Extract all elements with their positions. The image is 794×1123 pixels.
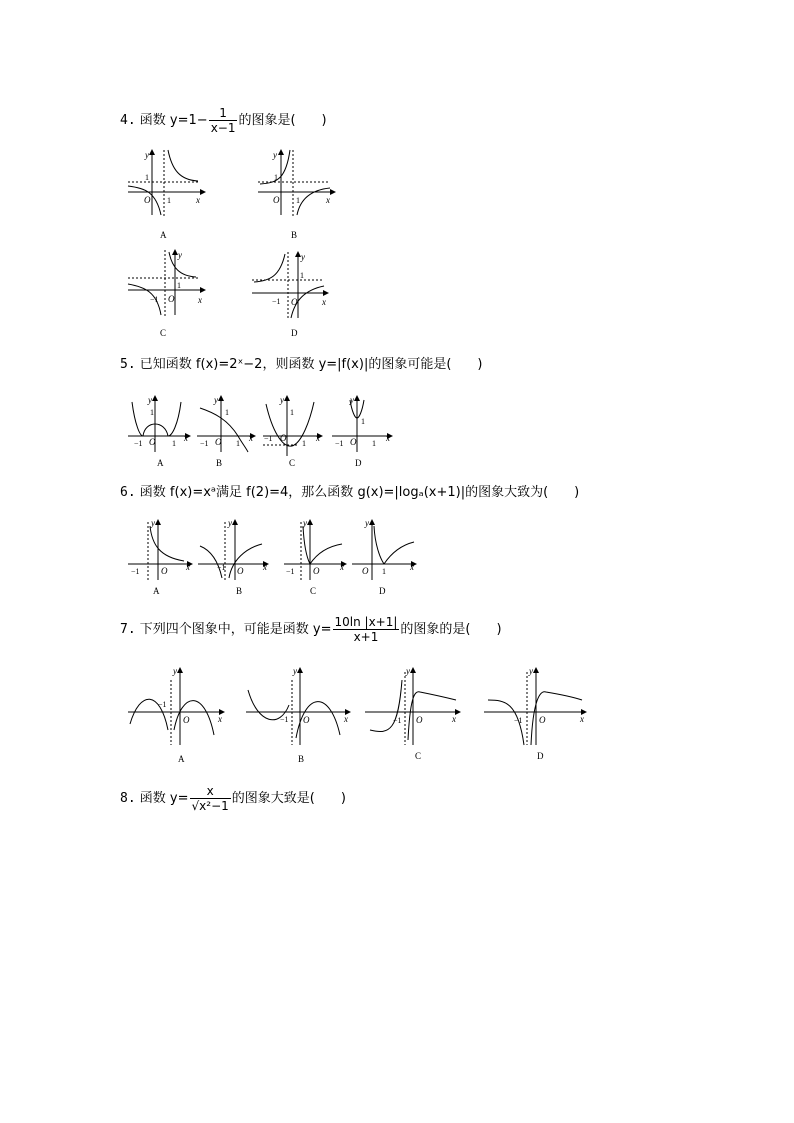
q4c-x-label: x <box>198 295 202 305</box>
q7b-caption: B <box>298 754 305 764</box>
q7b-y-label: y <box>293 666 297 676</box>
q6a-tick-neg1: −1 <box>131 567 140 576</box>
q4b-caption: B <box>291 230 298 240</box>
q7d-caption: D <box>537 751 544 761</box>
q7-post: 的图象的是( ) <box>400 622 502 637</box>
q5-number: 5. <box>120 357 136 372</box>
q4b-tick-1x: 1 <box>296 196 300 205</box>
q7c-y-label: y <box>406 666 410 676</box>
q6d-x-label: x <box>410 562 414 572</box>
q5c-x-label: x <box>316 433 320 443</box>
q6b-x-label: x <box>263 562 267 572</box>
q7a-tick-neg1: −1 <box>158 700 167 709</box>
q6b-tick-neg1: −1 <box>217 563 226 572</box>
q6b-caption: B <box>236 586 243 596</box>
q4-pre: 函数 y=1− <box>139 113 208 128</box>
q5d-tick-1y: 1 <box>361 417 365 426</box>
q7b-x-label: x <box>344 714 348 724</box>
q6-number: 6. <box>120 485 136 500</box>
q7d-y-label: y <box>529 666 533 676</box>
q4c-caption: C <box>160 328 167 338</box>
q7c-caption: C <box>415 751 422 761</box>
q5c-y-label: y <box>280 395 284 405</box>
q7c-x-label: x <box>452 714 456 724</box>
q4d-x-label: x <box>322 297 326 307</box>
q5b-y-label: y <box>214 395 218 405</box>
q6c-x-label: x <box>340 562 344 572</box>
q6b-origin: O <box>237 566 244 576</box>
q5d-tick-1x: 1 <box>372 439 376 448</box>
q7-graph-b <box>246 668 350 745</box>
q6b-y-label: y <box>228 518 232 528</box>
q5a-caption: A <box>157 458 164 468</box>
q7-frac-num: 10ln |x+1| <box>334 615 398 629</box>
q6a-origin: O <box>161 566 168 576</box>
q5d-x-label: x <box>386 433 390 443</box>
q4b-y-label: y <box>273 150 277 160</box>
q5a-origin: O <box>149 437 156 447</box>
q5d-origin: O <box>350 437 357 447</box>
q4b-origin: O <box>273 195 280 205</box>
q7d-tick-neg1: −1 <box>514 716 523 725</box>
q7-pre: 下列四个图象中，可能是函数 y= <box>139 622 332 637</box>
q4d-origin: O <box>291 297 298 307</box>
q7-graph-a <box>128 668 224 745</box>
q6d-caption: D <box>379 586 386 596</box>
q5b-x-label: x <box>249 433 253 443</box>
q6-graph-b <box>198 520 268 580</box>
q7-graph-d <box>484 668 586 745</box>
q7b-origin: O <box>303 715 310 725</box>
q6d-tick-1x: 1 <box>382 567 386 576</box>
q5c-caption: C <box>289 458 296 468</box>
q4c-tick-1y: 1 <box>177 281 181 290</box>
q7b-tick-neg1: −1 <box>280 715 289 724</box>
q8-pre: 函数 y= <box>139 791 189 806</box>
q6c-origin: O <box>313 566 320 576</box>
q6a-caption: A <box>153 586 160 596</box>
q4a-tick-1y: 1 <box>145 173 149 182</box>
q4b-tick-1y: 1 <box>274 173 278 182</box>
q7a-x-label: x <box>218 714 222 724</box>
q4d-tick-neg1: −1 <box>272 297 281 306</box>
q7a-caption: A <box>178 754 185 764</box>
q6d-y-label: y <box>365 518 369 528</box>
q4c-y-label: y <box>178 250 182 260</box>
q4a-tick-1x: 1 <box>167 196 171 205</box>
q7d-origin: O <box>539 715 546 725</box>
q5-graph-c <box>263 396 322 456</box>
q5c-origin: O <box>280 433 287 443</box>
q4a-caption: A <box>160 230 167 240</box>
q5a-y-label: y <box>148 395 152 405</box>
q5d-y-label: y <box>350 395 354 405</box>
q4-frac-num: 1 <box>209 106 238 121</box>
q4c-origin: O <box>168 294 175 304</box>
q6c-y-label: y <box>303 518 307 528</box>
q6a-x-label: x <box>186 562 190 572</box>
q4d-caption: D <box>291 328 298 338</box>
q4c-tick-neg1: −1 <box>150 295 159 304</box>
q5b-tick-1y: 1 <box>225 408 229 417</box>
q7a-origin: O <box>183 715 190 725</box>
q4-graph-c <box>128 250 205 318</box>
q4a-origin: O <box>144 195 151 205</box>
q4-frac-den: x−1 <box>210 121 236 135</box>
q4a-y-label: y <box>145 150 149 160</box>
q4-graph-d <box>252 252 328 320</box>
q7a-y-label: y <box>173 666 177 676</box>
q7-graph-c <box>365 668 460 745</box>
q5c-tick-neg1y: −1 <box>264 434 273 443</box>
q6-text: 函数 f(x)=xᵃ满足 f(2)=4，那么函数 g(x)=|logₐ(x+1)|的图象大致为( ) <box>139 485 580 500</box>
q6a-y-label: y <box>151 518 155 528</box>
q5b-origin: O <box>215 437 222 447</box>
q8-frac-den: √x²−1 <box>191 799 229 813</box>
q5a-tick-neg1: −1 <box>134 439 143 448</box>
q4d-y-label: y <box>301 252 305 262</box>
q4-number: 4. <box>120 113 136 128</box>
q5a-x-label: x <box>184 433 188 443</box>
q5b-tick-1x: 1 <box>236 439 240 448</box>
q4-post: 的图象是( ) <box>238 113 327 128</box>
q6d-origin: O <box>362 566 369 576</box>
q7c-tick-neg1: −1 <box>393 716 402 725</box>
q7d-x-label: x <box>580 714 584 724</box>
q5-text: 已知函数 f(x)=2ˣ−2，则函数 y=|f(x)|的图象可能是( ) <box>139 357 483 372</box>
q4d-tick-1y: 1 <box>300 271 304 280</box>
q5b-caption: B <box>216 458 223 468</box>
q8-number: 8. <box>120 791 136 806</box>
q4-graph-a <box>128 150 205 218</box>
q7-number: 7. <box>120 622 136 637</box>
q5c-tick-1y: 1 <box>290 408 294 417</box>
q4b-x-label: x <box>326 195 330 205</box>
q5b-tick-neg1: −1 <box>200 439 209 448</box>
q8-post: 的图象大致是( ) <box>231 791 346 806</box>
q5d-caption: D <box>355 458 362 468</box>
q5d-tick-neg1: −1 <box>335 439 344 448</box>
q8-frac-num: x <box>190 784 231 799</box>
q6c-caption: C <box>310 586 317 596</box>
q6c-tick-neg1: −1 <box>286 567 295 576</box>
q4a-x-label: x <box>196 195 200 205</box>
q5a-tick-1y: 1 <box>150 408 154 417</box>
q5a-tick-1x: 1 <box>172 439 176 448</box>
q7c-origin: O <box>416 715 423 725</box>
q4-graph-b <box>258 150 335 218</box>
q5c-tick-1x: 1 <box>302 439 306 448</box>
q7-frac-den: x+1 <box>353 630 379 644</box>
